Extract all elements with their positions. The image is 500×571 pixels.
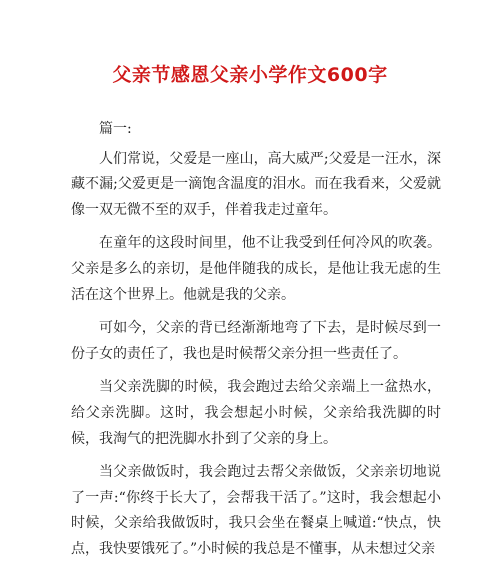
- paragraph: 当父亲做饭时，我会跑过去帮父亲做饭，父亲亲切地说了一声:“你终于长大了，会帮我干活了。”这时，我会想起小时候，父亲给我做饭时，我只会坐在餐桌上喊道:“快点，快点，我快要饿死了。”小时候的我总是不懂事，从未想过父亲: [71, 464, 441, 557]
- section-heading: 篇一:: [99, 121, 132, 137]
- paragraph: 人们常说，父爱是一座山，高大威严;父爱是一汪水，深藏不漏;父爱更是一滴饱含温度的泪水。而在我看来，父爱就像一双无微不至的双手，伴着我走过童年。: [71, 150, 441, 218]
- article-body: [71, 117, 441, 571]
- paragraph: 当父亲洗脚的时候，我会跑过去给父亲端上一盆热水，给父亲洗脚。这时，我会想起小时候，父亲给我洗脚的时候，我淘气的把洗脚水扑到了父亲的身上。: [71, 379, 441, 447]
- paragraph: 在童年的这段时间里，他不让我受到任何冷风的吹袭。父亲是多么的亲切，是他伴随我的成长，是他让我无虑的生活在这个世界上。他就是我的父亲。: [71, 235, 441, 303]
- document-title: 父亲节感恩父亲小学作文600字: [112, 64, 388, 86]
- paragraph: 可如今，父亲的背已经渐渐地弯了下去，是时候尽到一份子女的责任了，我也是时候帮父亲分担一些责任了。: [71, 320, 441, 362]
